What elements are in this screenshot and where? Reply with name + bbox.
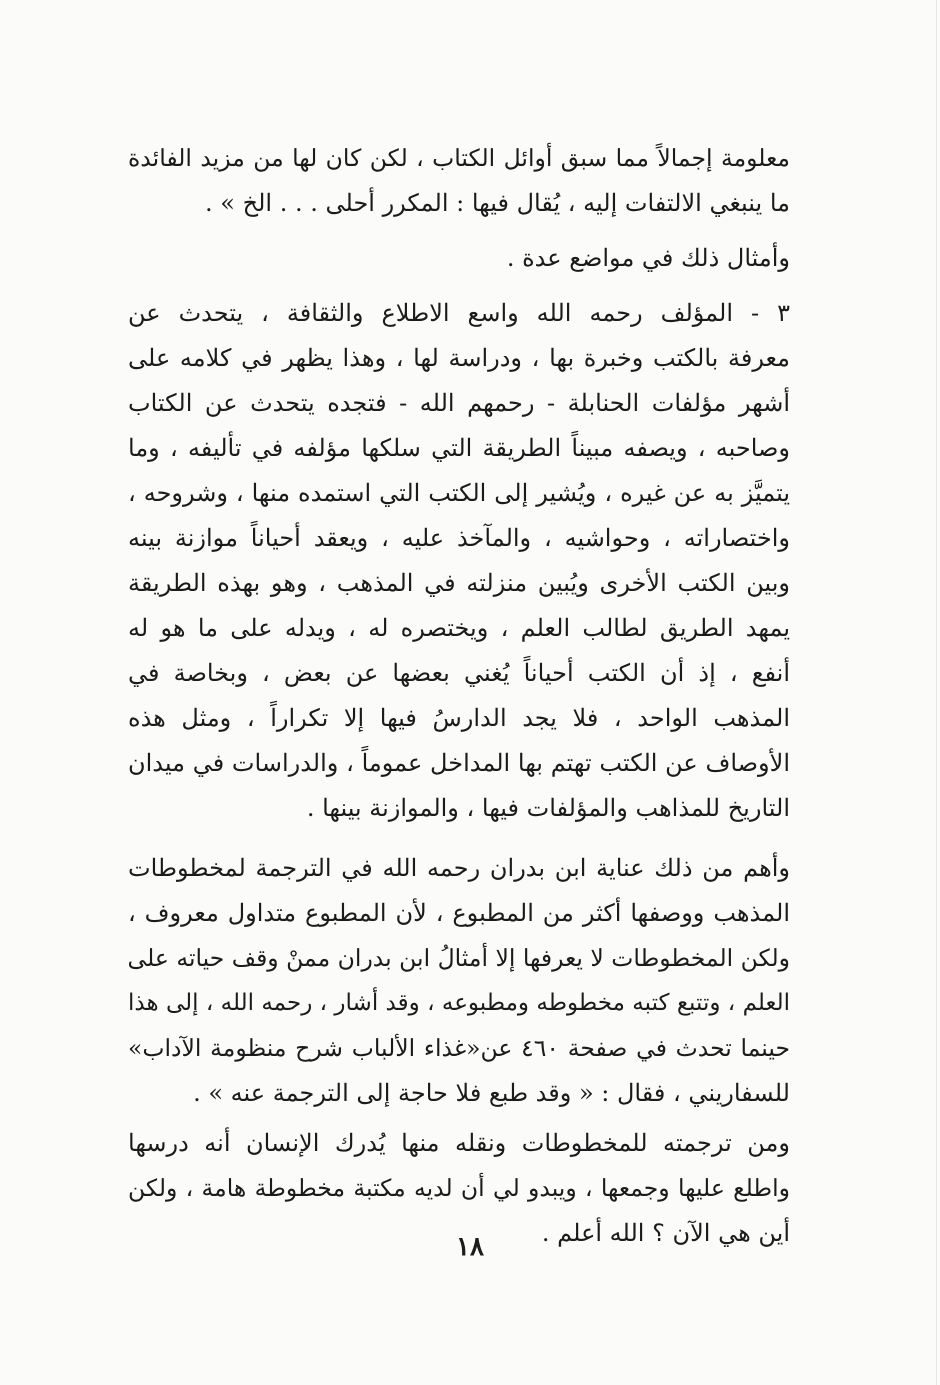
text-line: ٣ - المؤلف رحمه الله واسع الاطلاع والثقافة ، يتحدث عن [128, 299, 790, 327]
text-line: المذهب الواحد ، فلا يجد الدارسُ فيها إلا تكراراً ، ومثل هذه [128, 704, 790, 732]
text-line: المذهب ووصفها أكثر من المطبوع ، لأن المطبوع متداول معروف ، [128, 899, 790, 927]
text-line: أشهر مؤلفات الحنابلة - رحمهم الله - فتجده يتحدث عن الكتاب [128, 389, 790, 417]
text-line: العلم ، وتتبع كتبه مخطوطه ومطبوعه ، وقد أشار ، رحمه الله ، إلى هذا [128, 990, 790, 1016]
text-line: معلومة إجمالاً مما سبق أوائل الكتاب ، لكن كان لها من مزيد الفائدة [128, 144, 790, 172]
text-line: أين هي الآن ؟ الله أعلم . [541, 1219, 790, 1247]
text-line: يتميَّز به عن غيره ، ويُشير إلى الكتب التي استمده منها ، وشروحه ، [128, 479, 790, 507]
text-line: وصاحبه ، ويصفه مبيناً الطريقة التي سلكها مؤلفه في تأليفه ، وما [128, 434, 790, 462]
text-line: وأهم من ذلك عناية ابن بدران رحمه الله في الترجمة لمخطوطات [128, 854, 790, 882]
text-line: حينما تحدث في صفحة ٤٦٠ عن«غذاء الألباب شرح منظومة الآداب» [128, 1034, 790, 1062]
text-line: وأمثال ذلك في مواضع عدة . [506, 244, 790, 272]
text-line: وبين الكتب الأخرى ويُبين منزلته في المذهب ، وهو بهذه الطريقة [128, 569, 790, 597]
text-line: يمهد الطريق لطالب العلم ، ويختصره له ، ويدله على ما هو له [128, 614, 790, 642]
text-line: ولكن المخطوطات لا يعرفها إلا أمثالُ ابن بدران ممنْ وقف حياته على [128, 944, 790, 972]
text-line: أنفع ، إذ أن الكتب أحياناً يُغني بعضها عن بعض ، وبخاصة في [128, 659, 790, 687]
text-line: واطلع عليها وجمعها ، ويبدو لي أن لديه مكتبة مخطوطة هامة ، ولكن [128, 1174, 790, 1202]
text-line: معرفة بالكتب وخبرة بها ، ودراسة لها ، وهذا يظهر في كلامه على [128, 344, 790, 372]
text-line: الأوصاف عن الكتب تهتم بها المداخل عموماً ، والدراسات في ميدان [128, 749, 790, 777]
text-line: التاريخ للمذاهب والمؤلفات فيها ، والموازنة بينها . [306, 794, 790, 822]
text-line: للسفاريني ، فقال : « وقد طبع فلا حاجة إلى الترجمة عنه » . [193, 1079, 790, 1107]
page-number: ١٨ [456, 1232, 484, 1262]
page-edge-shadow [936, 0, 937, 1385]
text-line: واختصاراته ، وحواشيه ، والمآخذ عليه ، ويعقد أحياناً موازنة بينه [128, 524, 790, 552]
text-line: ومن ترجمته للمخطوطات ونقله منها يُدرك الإنسان أنه درسها [128, 1129, 790, 1157]
text-line: ما ينبغي الالتفات إليه ، يُقال فيها : المكرر أحلى . . . الخ » . [205, 189, 790, 217]
